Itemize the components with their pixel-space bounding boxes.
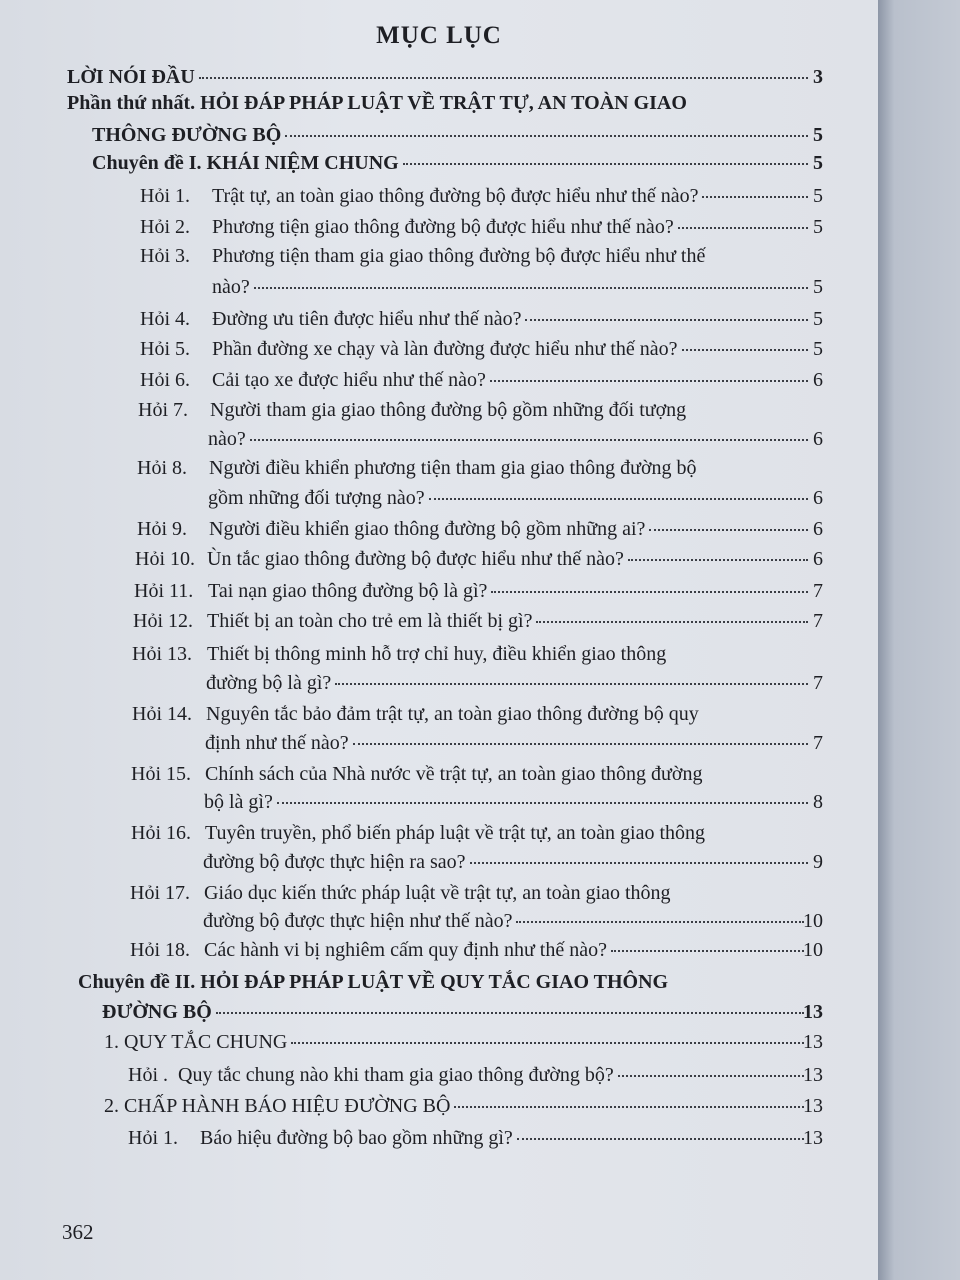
toc-entry-text: Phương tiện giao thông đường bộ được hiểu như thế nào? <box>212 216 674 238</box>
toc-entry-text-cont: ĐƯỜNG BỘ <box>102 1001 212 1023</box>
question-number: Hỏi 10. <box>135 548 195 570</box>
toc-page-number: 3 <box>813 66 823 88</box>
dot-leader <box>628 559 808 561</box>
toc-entry <box>0 910 878 933</box>
toc-page-number: 6 <box>813 548 823 570</box>
dot-leader <box>517 1138 804 1140</box>
question-number: Hỏi 17. <box>130 882 190 904</box>
dot-leader <box>536 621 808 623</box>
dot-leader <box>490 380 808 382</box>
toc-entry-text: Người tham gia giao thông đường bộ gồm những đối tượng <box>210 399 687 421</box>
toc-entry-text: Các hành vi bị nghiêm cấm quy định như thế nào? <box>204 939 607 961</box>
toc-entry-text-cont: đường bộ được thực hiện như thế nào? <box>203 910 513 932</box>
dot-leader <box>491 591 808 593</box>
next-page-edge <box>878 0 960 1280</box>
question-number: Hỏi 5. <box>140 338 190 360</box>
toc-page-number: 9 <box>813 851 823 873</box>
toc-entry <box>0 672 878 695</box>
toc-entry <box>0 369 878 392</box>
toc-entry-text: Quy tắc chung nào khi tham gia giao thông đường bộ? <box>178 1064 614 1086</box>
question-number: Hỏi 3. <box>140 245 190 267</box>
toc-entry <box>0 1031 878 1054</box>
toc-entry-text: Báo hiệu đường bộ bao gồm những gì? <box>200 1127 513 1149</box>
dot-leader <box>403 163 808 165</box>
toc-entry-text: Nguyên tắc bảo đảm trật tự, an toàn giao thông đường bộ quy <box>206 703 699 725</box>
toc-entry <box>0 1095 878 1118</box>
question-number: Hỏi 13. <box>132 643 192 665</box>
dot-leader <box>199 77 808 79</box>
toc-page-number: 8 <box>813 791 823 813</box>
dot-leader <box>277 802 808 804</box>
toc-entry <box>0 939 878 962</box>
toc-entry <box>0 308 878 331</box>
toc-page-number: 5 <box>813 185 823 207</box>
toc-entry-text: Tuyên truyền, phổ biến pháp luật về trật tự, an toàn giao thông <box>205 822 706 844</box>
dot-leader <box>454 1106 804 1108</box>
toc-entry <box>0 851 878 874</box>
toc-entry-text: Chuyên đề II. HỎI ĐÁP PHÁP LUẬT VỀ QUY TẮC GIAO THÔNG <box>78 971 669 993</box>
toc-page-number: 13 <box>803 1031 823 1053</box>
dot-leader <box>429 498 808 500</box>
toc-entry <box>0 276 878 299</box>
toc-entry <box>0 124 878 147</box>
toc-entry <box>0 580 878 603</box>
toc-entry-text: Ùn tắc giao thông đường bộ được hiểu như thế nào? <box>207 548 624 570</box>
toc-entry-text: Thiết bị thông minh hỗ trợ chỉ huy, điều khiển giao thông <box>207 643 667 665</box>
toc-entry-text-cont: định như thế nào? <box>205 732 349 754</box>
question-number: Hỏi 15. <box>131 763 191 785</box>
toc-page-number: 7 <box>813 672 823 694</box>
question-number: Hỏi 6. <box>140 369 190 391</box>
question-number: Hỏi 18. <box>130 939 190 961</box>
toc-entry-text-cont: gồm những đối tượng nào? <box>208 487 425 509</box>
toc-page-number: 10 <box>803 939 823 961</box>
question-number: Hỏi 7. <box>138 399 188 421</box>
page-title: MỤC LỤC <box>376 22 502 49</box>
toc-entry-text: Đường ưu tiên được hiểu như thế nào? <box>212 308 522 330</box>
toc-page-number: 5 <box>813 216 823 238</box>
toc-entry <box>0 732 878 755</box>
dot-leader <box>611 950 804 952</box>
dot-leader <box>525 319 808 321</box>
toc-page-number: 10 <box>803 910 823 932</box>
toc-entry-text: Phần thứ nhất. HỎI ĐÁP PHÁP LUẬT VỀ TRẬT TỰ, AN TOÀN GIAO <box>67 92 687 114</box>
toc-page-number: 5 <box>813 308 823 330</box>
toc-entry-text: Tai nạn giao thông đường bộ là gì? <box>208 580 488 602</box>
question-number: Hỏi 2. <box>140 216 190 238</box>
toc-entry <box>0 66 878 89</box>
toc-page-number: 7 <box>813 580 823 602</box>
toc-entry-text: 1. QUY TẮC CHUNG <box>104 1031 288 1053</box>
question-number: Hỏi 9. <box>137 518 187 540</box>
question-number: Hỏi 14. <box>132 703 192 725</box>
toc-entry-text: Chính sách của Nhà nước về trật tự, an toàn giao thông đường <box>205 763 703 785</box>
toc-entry <box>0 1127 878 1150</box>
dot-leader <box>470 862 809 864</box>
toc-entry-text-cont: đường bộ được thực hiện ra sao? <box>203 851 466 873</box>
toc-entry-text: Người điều khiển giao thông đường bộ gồm những ai? <box>209 518 646 540</box>
toc-entry <box>0 791 878 814</box>
toc-page-number: 5 <box>813 152 823 174</box>
toc-entry-text-cont: bộ là gì? <box>204 791 273 813</box>
toc-entry-text: Thiết bị an toàn cho trẻ em là thiết bị gì? <box>207 610 533 632</box>
question-number: Hỏi 1. <box>128 1127 178 1149</box>
toc-entry-text-cont: đường bộ là gì? <box>206 672 332 694</box>
dot-leader <box>216 1012 804 1014</box>
question-number: Hỏi 16. <box>131 822 191 844</box>
toc-page-number: 5 <box>813 276 823 298</box>
dot-leader <box>516 921 804 923</box>
dot-leader <box>254 287 808 289</box>
dot-leader <box>618 1075 804 1077</box>
toc-entry-text: Phương tiện tham gia giao thông đường bộ được hiểu như thế <box>212 245 706 267</box>
question-number: Hỏi . <box>128 1064 168 1086</box>
dot-leader <box>353 743 808 745</box>
toc-entry-text: Phần đường xe chạy và làn đường được hiểu như thế nào? <box>212 338 678 360</box>
dot-leader <box>649 529 808 531</box>
toc-entry-text-cont: nào? <box>212 276 250 298</box>
question-number: Hỏi 12. <box>133 610 193 632</box>
dot-leader <box>682 349 808 351</box>
toc-entry-text: Giáo dục kiến thức pháp luật về trật tự, an toàn giao thông <box>204 882 671 904</box>
toc-page-number: 13 <box>803 1127 823 1149</box>
toc-entry-text-cont: THÔNG ĐƯỜNG BỘ <box>92 124 282 146</box>
question-number: Hỏi 11. <box>134 580 194 602</box>
dot-leader <box>285 135 808 137</box>
toc-page-number: 7 <box>813 732 823 754</box>
toc-entry-text: 2. CHẤP HÀNH BÁO HIỆU ĐƯỜNG BỘ <box>104 1095 451 1117</box>
toc-page-number: 5 <box>813 124 823 146</box>
dot-leader <box>291 1042 804 1044</box>
toc-page-number: 13 <box>803 1064 823 1086</box>
toc-entry-text: Người điều khiển phương tiện tham gia giao thông đường bộ <box>209 457 697 479</box>
toc-page-number: 13 <box>803 1095 823 1117</box>
toc-entry-text: Chuyên đề I. KHÁI NIỆM CHUNG <box>92 152 399 174</box>
dot-leader <box>335 683 808 685</box>
toc-page-number: 7 <box>813 610 823 632</box>
toc-entry <box>0 338 878 361</box>
toc-entry <box>0 428 878 451</box>
toc-entry <box>0 610 878 633</box>
toc-entry <box>0 185 878 208</box>
toc-entry <box>0 1001 878 1024</box>
toc-entry <box>0 548 878 571</box>
toc-entry-text: Cải tạo xe được hiểu như thế nào? <box>212 369 486 391</box>
toc-page-number: 5 <box>813 338 823 360</box>
toc-page-number: 6 <box>813 487 823 509</box>
dot-leader <box>250 439 808 441</box>
toc-page-number: 6 <box>813 369 823 391</box>
question-number: Hỏi 4. <box>140 308 190 330</box>
toc-entry-text: Trật tự, an toàn giao thông đường bộ được hiểu như thế nào? <box>212 185 699 207</box>
dot-leader <box>678 227 808 229</box>
toc-entry <box>0 152 878 175</box>
toc-entry-text: LỜI NÓI ĐẦU <box>67 66 195 88</box>
question-number: Hỏi 1. <box>140 185 190 207</box>
dot-leader <box>702 196 808 198</box>
toc-page-number: 6 <box>813 428 823 450</box>
toc-page-number: 6 <box>813 518 823 540</box>
toc-entry-text-cont: nào? <box>208 428 246 450</box>
toc-entry <box>0 518 878 541</box>
toc-entry <box>0 487 878 510</box>
page-number: 362 <box>62 1220 94 1244</box>
toc-page-number: 13 <box>803 1001 823 1023</box>
question-number: Hỏi 8. <box>137 457 187 479</box>
toc-entry <box>0 1064 878 1087</box>
toc-entry <box>0 216 878 239</box>
